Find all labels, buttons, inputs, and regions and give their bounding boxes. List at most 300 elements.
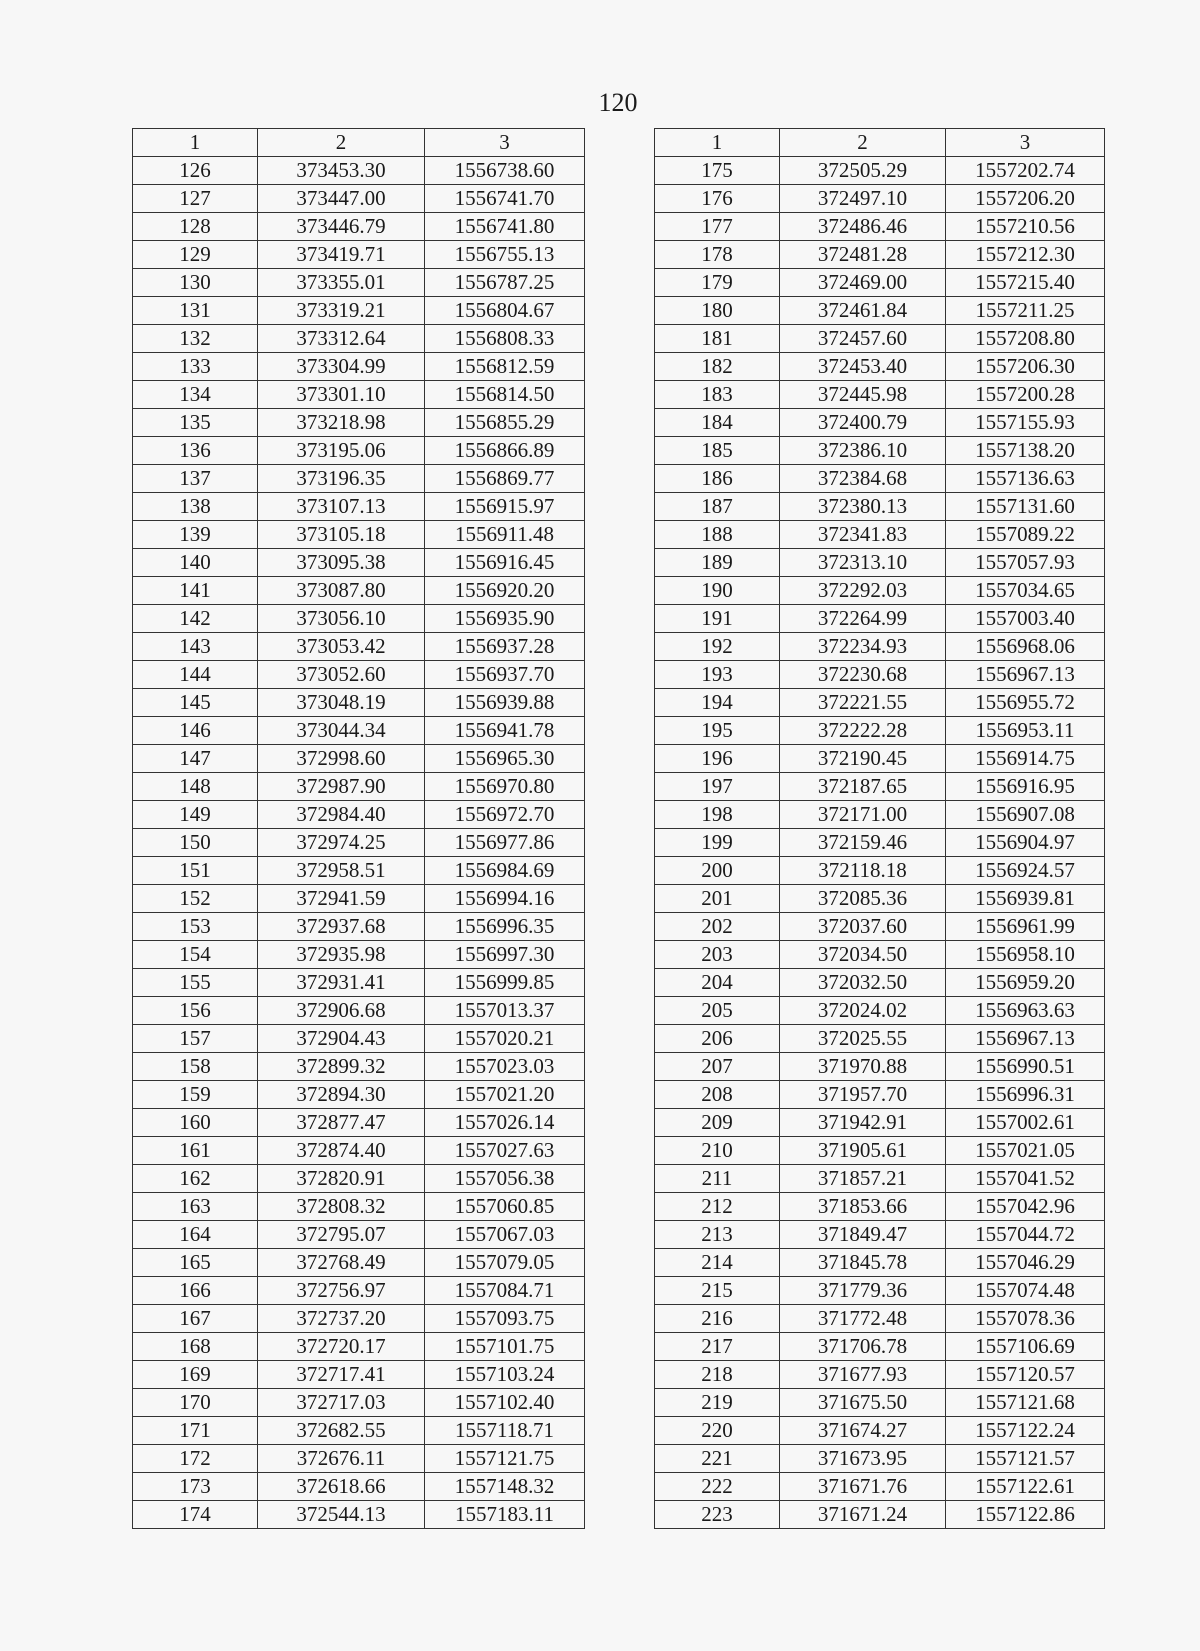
table-row [133,1025,585,1053]
point-number-cell: 173 [133,1473,258,1501]
table-row [133,717,585,745]
x-coordinate-cell: 372313.10 [780,549,946,577]
y-coordinate-cell: 1556755.13 [425,241,585,269]
y-coordinate-cell: 1557208.80 [946,325,1105,353]
point-number-cell: 193 [655,661,780,689]
table-row [655,1249,1105,1277]
table-row [133,1221,585,1249]
y-coordinate-cell: 1557101.75 [425,1333,585,1361]
point-number-cell: 194 [655,689,780,717]
table-row [133,1193,585,1221]
y-coordinate-cell: 1556965.30 [425,745,585,773]
point-number-cell: 147 [133,745,258,773]
x-coordinate-cell: 372037.60 [780,913,946,941]
table-row [133,1277,585,1305]
x-coordinate-cell: 372025.55 [780,1025,946,1053]
column-header-x: 2 [258,129,425,157]
x-coordinate-cell: 372874.40 [258,1137,425,1165]
table-row [133,829,585,857]
x-coordinate-cell: 372034.50 [780,941,946,969]
point-number-cell: 175 [655,157,780,185]
y-coordinate-cell: 1557026.14 [425,1109,585,1137]
x-coordinate-cell: 371772.48 [780,1305,946,1333]
table-row [655,1221,1105,1249]
y-coordinate-cell: 1556855.29 [425,409,585,437]
y-coordinate-cell: 1557021.20 [425,1081,585,1109]
x-coordinate-cell: 371671.24 [780,1501,946,1529]
table-row [655,717,1105,745]
y-coordinate-cell: 1556955.72 [946,689,1105,717]
table-row [133,1053,585,1081]
table-row [655,185,1105,213]
column-header-y: 3 [946,129,1105,157]
table-row [655,1109,1105,1137]
table-row [655,381,1105,409]
point-number-cell: 212 [655,1193,780,1221]
y-coordinate-cell: 1557103.24 [425,1361,585,1389]
point-number-cell: 137 [133,465,258,493]
table-row [655,689,1105,717]
x-coordinate-cell: 372457.60 [780,325,946,353]
y-coordinate-cell: 1557027.63 [425,1137,585,1165]
point-number-cell: 155 [133,969,258,997]
table-row [655,437,1105,465]
y-coordinate-cell: 1556963.63 [946,997,1105,1025]
x-coordinate-cell: 372676.11 [258,1445,425,1473]
x-coordinate-cell: 371779.36 [780,1277,946,1305]
x-coordinate-cell: 373048.19 [258,689,425,717]
table-row [655,997,1105,1025]
table-row [655,1361,1105,1389]
x-coordinate-cell: 372984.40 [258,801,425,829]
y-coordinate-cell: 1556814.50 [425,381,585,409]
y-coordinate-cell: 1557210.56 [946,213,1105,241]
table-row [655,1389,1105,1417]
y-coordinate-cell: 1556968.06 [946,633,1105,661]
table-row [133,913,585,941]
point-number-cell: 142 [133,605,258,633]
point-number-cell: 217 [655,1333,780,1361]
y-coordinate-cell: 1557057.93 [946,549,1105,577]
y-coordinate-cell: 1556787.25 [425,269,585,297]
point-number-cell: 208 [655,1081,780,1109]
y-coordinate-cell: 1557106.69 [946,1333,1105,1361]
y-coordinate-cell: 1556812.59 [425,353,585,381]
table-row [655,577,1105,605]
point-number-cell: 148 [133,773,258,801]
x-coordinate-cell: 373107.13 [258,493,425,521]
y-coordinate-cell: 1556970.80 [425,773,585,801]
y-coordinate-cell: 1556866.89 [425,437,585,465]
point-number-cell: 199 [655,829,780,857]
y-coordinate-cell: 1557023.03 [425,1053,585,1081]
y-coordinate-cell: 1556990.51 [946,1053,1105,1081]
x-coordinate-cell: 372085.36 [780,885,946,913]
x-coordinate-cell: 372795.07 [258,1221,425,1249]
x-coordinate-cell: 372264.99 [780,605,946,633]
table-row [133,1333,585,1361]
table-row [133,577,585,605]
table-row [133,381,585,409]
x-coordinate-cell: 373053.42 [258,633,425,661]
x-coordinate-cell: 372159.46 [780,829,946,857]
coordinates-table-left [132,128,585,1529]
y-coordinate-cell: 1556984.69 [425,857,585,885]
point-number-cell: 206 [655,1025,780,1053]
table-row [133,157,585,185]
table-row [133,941,585,969]
table-row [655,1417,1105,1445]
point-number-cell: 126 [133,157,258,185]
x-coordinate-cell: 372024.02 [780,997,946,1025]
x-coordinate-cell: 373044.34 [258,717,425,745]
point-number-cell: 166 [133,1277,258,1305]
y-coordinate-cell: 1556977.86 [425,829,585,857]
x-coordinate-cell: 373447.00 [258,185,425,213]
point-number-cell: 181 [655,325,780,353]
x-coordinate-cell: 372171.00 [780,801,946,829]
point-number-cell: 131 [133,297,258,325]
table-row [133,885,585,913]
point-number-cell: 139 [133,521,258,549]
x-coordinate-cell: 373056.10 [258,605,425,633]
x-coordinate-cell: 373218.98 [258,409,425,437]
point-number-cell: 190 [655,577,780,605]
x-coordinate-cell: 372756.97 [258,1277,425,1305]
table-row [133,437,585,465]
point-number-cell: 223 [655,1501,780,1529]
x-coordinate-cell: 373446.79 [258,213,425,241]
y-coordinate-cell: 1556741.80 [425,213,585,241]
point-number-cell: 188 [655,521,780,549]
y-coordinate-cell: 1557089.22 [946,521,1105,549]
x-coordinate-cell: 372808.32 [258,1193,425,1221]
point-number-cell: 149 [133,801,258,829]
point-number-cell: 152 [133,885,258,913]
x-coordinate-cell: 372877.47 [258,1109,425,1137]
y-coordinate-cell: 1557215.40 [946,269,1105,297]
y-coordinate-cell: 1557122.61 [946,1473,1105,1501]
table-row [133,801,585,829]
x-coordinate-cell: 372221.55 [780,689,946,717]
table-row [133,521,585,549]
point-number-cell: 154 [133,941,258,969]
x-coordinate-cell: 373419.71 [258,241,425,269]
x-coordinate-cell: 372190.45 [780,745,946,773]
y-coordinate-cell: 1557120.57 [946,1361,1105,1389]
point-number-cell: 136 [133,437,258,465]
y-coordinate-cell: 1557044.72 [946,1221,1105,1249]
x-coordinate-cell: 372904.43 [258,1025,425,1053]
x-coordinate-cell: 372820.91 [258,1165,425,1193]
point-number-cell: 191 [655,605,780,633]
table-row [133,773,585,801]
x-coordinate-cell: 372544.13 [258,1501,425,1529]
x-coordinate-cell: 372894.30 [258,1081,425,1109]
y-coordinate-cell: 1556937.28 [425,633,585,661]
y-coordinate-cell: 1556914.75 [946,745,1105,773]
y-coordinate-cell: 1556939.81 [946,885,1105,913]
table-row [655,1501,1105,1529]
x-coordinate-cell: 372974.25 [258,829,425,857]
point-number-cell: 165 [133,1249,258,1277]
coordinates-table-right [654,128,1105,1529]
point-number-cell: 127 [133,185,258,213]
table-row [655,1445,1105,1473]
point-number-cell: 129 [133,241,258,269]
y-coordinate-cell: 1557002.61 [946,1109,1105,1137]
table-row [133,969,585,997]
table-row [133,1501,585,1529]
point-number-cell: 205 [655,997,780,1025]
table-row [655,1165,1105,1193]
table-row [655,325,1105,353]
x-coordinate-cell: 372230.68 [780,661,946,689]
column-header-x: 2 [780,129,946,157]
x-coordinate-cell: 372899.32 [258,1053,425,1081]
y-coordinate-cell: 1556904.97 [946,829,1105,857]
point-number-cell: 170 [133,1389,258,1417]
point-number-cell: 213 [655,1221,780,1249]
x-coordinate-cell: 372937.68 [258,913,425,941]
point-number-cell: 143 [133,633,258,661]
x-coordinate-cell: 371857.21 [780,1165,946,1193]
table-row [133,1389,585,1417]
y-coordinate-cell: 1557003.40 [946,605,1105,633]
point-number-cell: 160 [133,1109,258,1137]
point-number-cell: 222 [655,1473,780,1501]
y-coordinate-cell: 1557212.30 [946,241,1105,269]
point-number-cell: 201 [655,885,780,913]
y-coordinate-cell: 1556999.85 [425,969,585,997]
table-row [133,1305,585,1333]
y-coordinate-cell: 1557206.30 [946,353,1105,381]
y-coordinate-cell: 1557118.71 [425,1417,585,1445]
x-coordinate-cell: 371674.27 [780,1417,946,1445]
x-coordinate-cell: 372469.00 [780,269,946,297]
y-coordinate-cell: 1557183.11 [425,1501,585,1529]
x-coordinate-cell: 372906.68 [258,997,425,1025]
table-row [133,857,585,885]
x-coordinate-cell: 373304.99 [258,353,425,381]
table-row [133,213,585,241]
table-row [655,941,1105,969]
table-row [655,829,1105,857]
point-number-cell: 161 [133,1137,258,1165]
y-coordinate-cell: 1556920.20 [425,577,585,605]
point-number-cell: 207 [655,1053,780,1081]
table-row [133,1473,585,1501]
y-coordinate-cell: 1556911.48 [425,521,585,549]
x-coordinate-cell: 371845.78 [780,1249,946,1277]
y-coordinate-cell: 1556958.10 [946,941,1105,969]
point-number-cell: 192 [655,633,780,661]
x-coordinate-cell: 372292.03 [780,577,946,605]
point-number-cell: 185 [655,437,780,465]
y-coordinate-cell: 1556994.16 [425,885,585,913]
point-number-cell: 187 [655,493,780,521]
table-row [133,605,585,633]
x-coordinate-cell: 372931.41 [258,969,425,997]
y-coordinate-cell: 1557046.29 [946,1249,1105,1277]
table-row [655,1025,1105,1053]
y-coordinate-cell: 1556941.78 [425,717,585,745]
table-row [655,857,1105,885]
point-number-cell: 180 [655,297,780,325]
x-coordinate-cell: 372717.03 [258,1389,425,1417]
y-coordinate-cell: 1556967.13 [946,1025,1105,1053]
header-row [655,129,1105,157]
y-coordinate-cell: 1556916.45 [425,549,585,577]
x-coordinate-cell: 372998.60 [258,745,425,773]
x-coordinate-cell: 373195.06 [258,437,425,465]
table-row [655,661,1105,689]
y-coordinate-cell: 1557202.74 [946,157,1105,185]
table-row [133,997,585,1025]
x-coordinate-cell: 372187.65 [780,773,946,801]
y-coordinate-cell: 1557200.28 [946,381,1105,409]
table-row [655,241,1105,269]
x-coordinate-cell: 372486.46 [780,213,946,241]
x-coordinate-cell: 371942.91 [780,1109,946,1137]
point-number-cell: 176 [655,185,780,213]
x-coordinate-cell: 372118.18 [780,857,946,885]
x-coordinate-cell: 373453.30 [258,157,425,185]
point-number-cell: 210 [655,1137,780,1165]
y-coordinate-cell: 1556961.99 [946,913,1105,941]
y-coordinate-cell: 1557034.65 [946,577,1105,605]
column-header-point: 1 [655,129,780,157]
y-coordinate-cell: 1556808.33 [425,325,585,353]
x-coordinate-cell: 371849.47 [780,1221,946,1249]
point-number-cell: 151 [133,857,258,885]
y-coordinate-cell: 1557042.96 [946,1193,1105,1221]
table-body [655,157,1105,1529]
point-number-cell: 138 [133,493,258,521]
table-row [133,493,585,521]
y-coordinate-cell: 1557138.20 [946,437,1105,465]
y-coordinate-cell: 1556937.70 [425,661,585,689]
x-coordinate-cell: 373355.01 [258,269,425,297]
point-number-cell: 196 [655,745,780,773]
table-row [133,297,585,325]
x-coordinate-cell: 372032.50 [780,969,946,997]
table-row [655,465,1105,493]
y-coordinate-cell: 1557148.32 [425,1473,585,1501]
x-coordinate-cell: 371970.88 [780,1053,946,1081]
point-number-cell: 159 [133,1081,258,1109]
point-number-cell: 178 [655,241,780,269]
x-coordinate-cell: 373087.80 [258,577,425,605]
x-coordinate-cell: 372481.28 [780,241,946,269]
y-coordinate-cell: 1557093.75 [425,1305,585,1333]
point-number-cell: 157 [133,1025,258,1053]
y-coordinate-cell: 1557020.21 [425,1025,585,1053]
y-coordinate-cell: 1557084.71 [425,1277,585,1305]
point-number-cell: 218 [655,1361,780,1389]
table-row [655,1137,1105,1165]
y-coordinate-cell: 1556939.88 [425,689,585,717]
x-coordinate-cell: 372497.10 [780,185,946,213]
point-number-cell: 186 [655,465,780,493]
point-number-cell: 179 [655,269,780,297]
y-coordinate-cell: 1557211.25 [946,297,1105,325]
table-row [655,157,1105,185]
x-coordinate-cell: 372958.51 [258,857,425,885]
point-number-cell: 135 [133,409,258,437]
point-number-cell: 132 [133,325,258,353]
x-coordinate-cell: 372386.10 [780,437,946,465]
x-coordinate-cell: 372941.59 [258,885,425,913]
table-row [655,745,1105,773]
point-number-cell: 184 [655,409,780,437]
table-row [655,1277,1105,1305]
x-coordinate-cell: 372737.20 [258,1305,425,1333]
x-coordinate-cell: 371853.66 [780,1193,946,1221]
y-coordinate-cell: 1556869.77 [425,465,585,493]
table-row [133,1081,585,1109]
point-number-cell: 195 [655,717,780,745]
table-row [133,661,585,689]
x-coordinate-cell: 373312.64 [258,325,425,353]
table-row [655,549,1105,577]
y-coordinate-cell: 1557074.48 [946,1277,1105,1305]
table-row [655,493,1105,521]
table-row [133,1361,585,1389]
point-number-cell: 134 [133,381,258,409]
point-number-cell: 197 [655,773,780,801]
point-number-cell: 200 [655,857,780,885]
y-coordinate-cell: 1556804.67 [425,297,585,325]
table-row [133,353,585,381]
table-row [133,269,585,297]
point-number-cell: 133 [133,353,258,381]
table-row [655,1473,1105,1501]
table-row [133,549,585,577]
table-row [133,689,585,717]
x-coordinate-cell: 372341.83 [780,521,946,549]
point-number-cell: 163 [133,1193,258,1221]
y-coordinate-cell: 1557121.75 [425,1445,585,1473]
point-number-cell: 150 [133,829,258,857]
point-number-cell: 171 [133,1417,258,1445]
table-row [655,1333,1105,1361]
y-coordinate-cell: 1556935.90 [425,605,585,633]
point-number-cell: 174 [133,1501,258,1529]
table-row [133,1137,585,1165]
x-coordinate-cell: 372384.68 [780,465,946,493]
y-coordinate-cell: 1556741.70 [425,185,585,213]
point-number-cell: 183 [655,381,780,409]
y-coordinate-cell: 1556996.35 [425,913,585,941]
table-row [655,885,1105,913]
point-number-cell: 167 [133,1305,258,1333]
x-coordinate-cell: 372682.55 [258,1417,425,1445]
table-row [655,353,1105,381]
x-coordinate-cell: 372505.29 [780,157,946,185]
table-row [133,1249,585,1277]
x-coordinate-cell: 373196.35 [258,465,425,493]
x-coordinate-cell: 372461.84 [780,297,946,325]
x-coordinate-cell: 372400.79 [780,409,946,437]
table-row [655,969,1105,997]
x-coordinate-cell: 371673.95 [780,1445,946,1473]
table-row [133,633,585,661]
table-row [133,1417,585,1445]
x-coordinate-cell: 372717.41 [258,1361,425,1389]
point-number-cell: 221 [655,1445,780,1473]
header-row [133,129,585,157]
